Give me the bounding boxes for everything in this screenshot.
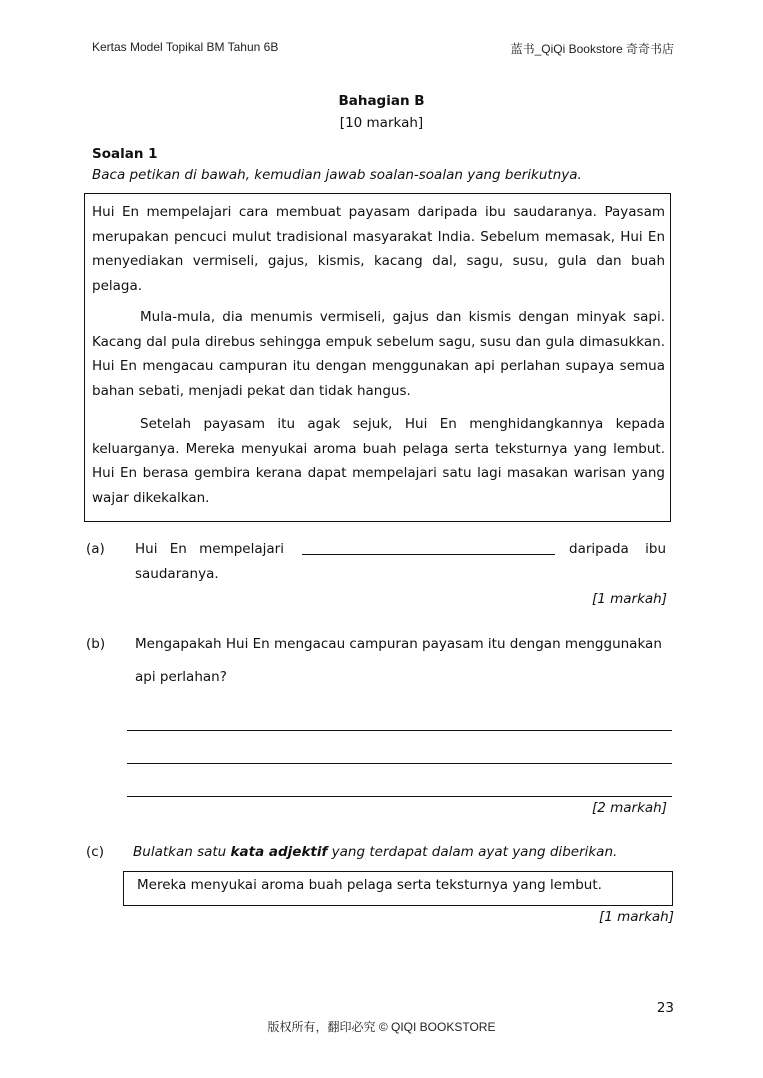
question-b-text-line2: api perlahan? <box>135 669 227 685</box>
question-c-keyword: kata adjektif <box>230 844 328 860</box>
question-c-marks: [1 markah] <box>598 909 674 925</box>
question-b-marks: [2 markah] <box>591 800 667 816</box>
header-right: 蓝书_QiQi Bookstore 奇奇书店 <box>510 42 674 56</box>
passage-paragraph-3: Setelah payasam itu agak sejuk, Hui En menghidangkannya kepada keluarganya. Mereka menyukai aroma buah pelaga serta teksturnya yang lembut. Hui En berasa gembira kerana dapat mempelajari satu lagi masakan warisan yang wajar dikekalkan. <box>92 416 665 506</box>
question-c-label: (c) <box>86 844 104 860</box>
section-title: Bahagian B <box>338 93 425 109</box>
header-left: Kertas Model Topikal BM Tahun 6B <box>92 40 279 54</box>
question-c-pre: Bulatkan satu <box>133 844 231 860</box>
section-marks: [10 markah] <box>339 115 424 131</box>
passage-box <box>84 193 671 522</box>
footer-copyright: 版权所有，翻印必究 © QIQI BOOKSTORE <box>267 1020 496 1034</box>
question-c-instruction <box>133 844 617 860</box>
question-c-post: yang terdapat dalam ayat yang diberikan. <box>327 844 618 860</box>
question-b-text-line1: Mengapakah Hui En mengacau campuran payasam itu dengan menggunakan <box>135 636 662 652</box>
question-a-text-after: daripada ibu <box>569 541 666 557</box>
question-a-text-before: Hui En mempelajari <box>135 541 284 557</box>
passage-paragraph-1: Hui En mempelajari cara membuat payasam daripada ibu saudaranya. Payasam merupakan pencuci mulut tradisional masyarakat India. Sebelum memasak, Hui En menyediakan vermiseli, gajus, kismis, kacang dal, sagu, susu, gula dan buah pelaga. <box>92 204 665 294</box>
question-a-label: (a) <box>86 541 105 557</box>
page-number: 23 <box>656 1000 674 1016</box>
question-instruction: Baca petikan di bawah, kemudian jawab soalan-soalan yang berikutnya. <box>92 167 582 183</box>
passage-paragraph-2: Mula-mula, dia menumis vermiseli, gajus dan kismis dengan minyak sapi. Kacang dal pula direbus sehingga empuk sebelum sagu, susu dan gula dimasukkan. Hui En mengacau campuran itu dengan menggunakan api perlahan supaya semua bahan sebati, menjadi pekat dan tidak hangus. <box>92 309 665 399</box>
question-b-label: (b) <box>86 636 106 652</box>
answer-line-2[interactable] <box>127 763 672 764</box>
sentence-box <box>123 871 673 906</box>
question-a-blank[interactable] <box>302 554 555 555</box>
question-label: Soalan 1 <box>92 146 158 162</box>
question-a-text-line2: saudaranya. <box>135 566 219 582</box>
answer-line-1[interactable] <box>127 730 672 731</box>
answer-line-3[interactable] <box>127 796 672 797</box>
sentence-text[interactable]: Mereka menyukai aroma buah pelaga serta teksturnya yang lembut. <box>137 877 602 893</box>
question-a-marks: [1 markah] <box>591 591 667 607</box>
